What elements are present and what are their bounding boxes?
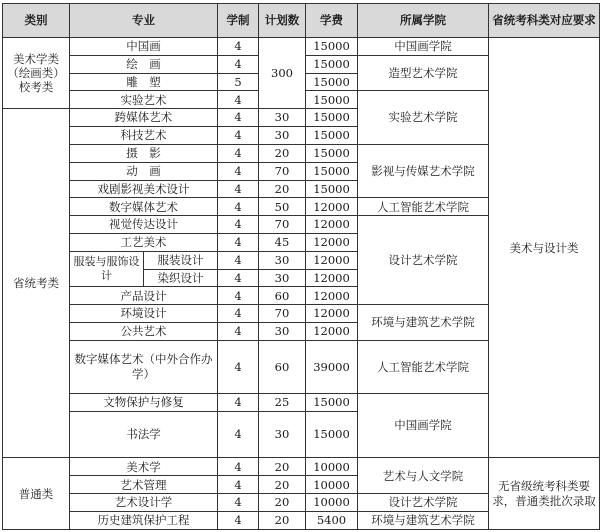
years-cell: 4 (218, 511, 259, 529)
header-years: 学制 (218, 4, 259, 38)
major-cell: 数字媒体艺术 (70, 198, 218, 216)
major-cell: 环境设计 (70, 305, 218, 323)
major-cell: 实验艺术 (70, 91, 218, 109)
header-fee: 学费 (306, 4, 358, 38)
years-cell: 4 (218, 494, 259, 512)
quota-cell: 45 (259, 233, 306, 251)
fee-cell: 15000 (306, 144, 358, 162)
fee-cell: 12000 (306, 251, 358, 269)
category-fine-art: 美术学类（绘画类）校考类 (3, 38, 70, 109)
college-cell: 人工智能艺术学院 (358, 198, 489, 216)
category-provincial: 省统考类 (3, 109, 70, 458)
table-row (3, 38, 600, 56)
enrollment-table (2, 3, 600, 530)
major-cell: 工艺美术 (70, 233, 218, 251)
years-cell: 4 (218, 476, 259, 494)
fee-cell: 5400 (306, 511, 358, 529)
college-cell: 设计艺术学院 (358, 216, 489, 305)
college-cell: 影视与传媒艺术学院 (358, 144, 489, 197)
quota-cell: 30 (259, 411, 306, 458)
fee-cell: 10000 (306, 494, 358, 512)
major-cell: 数字媒体艺术（中外合作办学） (70, 340, 218, 393)
fee-cell: 15000 (306, 180, 358, 198)
quota-cell: 70 (259, 216, 306, 234)
quota-cell: 20 (259, 180, 306, 198)
major-cell: 历史建筑保护工程 (70, 511, 218, 529)
quota-cell: 30 (259, 127, 306, 145)
major-cell: 公共艺术 (70, 323, 218, 341)
college-cell: 中国画学院 (358, 38, 489, 56)
major-group-cell: 服装与服饰设计 (70, 251, 144, 287)
college-cell: 环境与建筑艺术学院 (358, 511, 489, 529)
years-cell: 5 (218, 73, 259, 91)
quota-cell: 60 (259, 340, 306, 393)
header-exam-requirement: 省统考科类对应要求 (489, 4, 600, 38)
fee-cell: 12000 (306, 305, 358, 323)
quota-cell: 70 (259, 305, 306, 323)
fee-cell: 15000 (306, 393, 358, 411)
major-cell: 艺术设计学 (70, 494, 218, 512)
quota-cell: 30 (259, 269, 306, 287)
fee-cell: 15000 (306, 55, 358, 73)
exam-req-design: 美术与设计类 (489, 38, 600, 458)
fee-cell: 12000 (306, 269, 358, 287)
years-cell: 4 (218, 287, 259, 305)
years-cell: 4 (218, 162, 259, 180)
college-cell: 艺术与人文学院 (358, 458, 489, 494)
fee-cell: 15000 (306, 73, 358, 91)
years-cell: 4 (218, 127, 259, 145)
fee-cell: 39000 (306, 340, 358, 393)
years-cell: 4 (218, 340, 259, 393)
quota-cell: 20 (259, 494, 306, 512)
fee-cell: 15000 (306, 38, 358, 56)
major-cell: 跨媒体艺术 (70, 109, 218, 127)
quota-cell-shared: 300 (259, 38, 306, 109)
major-cell: 艺术管理 (70, 476, 218, 494)
college-cell: 人工智能艺术学院 (358, 340, 489, 393)
years-cell: 4 (218, 251, 259, 269)
quota-cell: 20 (259, 511, 306, 529)
header-category: 类别 (3, 4, 70, 38)
years-cell: 4 (218, 323, 259, 341)
header-major: 专业 (70, 4, 218, 38)
quota-cell: 30 (259, 109, 306, 127)
major-cell: 视觉传达设计 (70, 216, 218, 234)
fee-cell: 12000 (306, 198, 358, 216)
years-cell: 4 (218, 393, 259, 411)
major-cell: 动 画 (70, 162, 218, 180)
fee-cell: 15000 (306, 162, 358, 180)
major-cell: 摄 影 (70, 144, 218, 162)
fee-cell: 12000 (306, 233, 358, 251)
quota-cell: 30 (259, 251, 306, 269)
quota-cell: 25 (259, 393, 306, 411)
major-cell: 科技艺术 (70, 127, 218, 145)
fee-cell: 12000 (306, 323, 358, 341)
major-cell: 书法学 (70, 411, 218, 458)
years-cell: 4 (218, 305, 259, 323)
fee-cell: 10000 (306, 476, 358, 494)
college-cell: 环境与建筑艺术学院 (358, 305, 489, 341)
college-cell: 设计艺术学院 (358, 494, 489, 512)
major-cell: 文物保护与修复 (70, 393, 218, 411)
quota-cell: 20 (259, 476, 306, 494)
quota-cell: 50 (259, 198, 306, 216)
header-row (3, 4, 600, 38)
years-cell: 4 (218, 144, 259, 162)
fee-cell: 10000 (306, 458, 358, 476)
fee-cell: 15000 (306, 91, 358, 109)
years-cell: 4 (218, 458, 259, 476)
fee-cell: 15000 (306, 127, 358, 145)
years-cell: 4 (218, 38, 259, 56)
years-cell: 4 (218, 216, 259, 234)
quota-cell: 70 (259, 162, 306, 180)
exam-req-none: 无省级统考科类要求，普通类批次录取 (489, 458, 600, 530)
years-cell: 4 (218, 198, 259, 216)
major-cell: 中国画 (70, 38, 218, 56)
major-cell: 雕 塑 (70, 73, 218, 91)
years-cell: 4 (218, 180, 259, 198)
fee-cell: 12000 (306, 216, 358, 234)
college-cell: 中国画学院 (358, 393, 489, 458)
header-quota: 计划数 (259, 4, 306, 38)
college-cell: 造型艺术学院 (358, 55, 489, 91)
category-general: 普通类 (3, 458, 70, 530)
years-cell: 4 (218, 411, 259, 458)
quota-cell: 60 (259, 287, 306, 305)
fee-cell: 15000 (306, 109, 358, 127)
major-cell: 美术学 (70, 458, 218, 476)
years-cell: 4 (218, 91, 259, 109)
table-row (3, 458, 600, 476)
fee-cell: 12000 (306, 287, 358, 305)
quota-cell: 20 (259, 144, 306, 162)
college-cell: 实验艺术学院 (358, 91, 489, 144)
quota-cell: 20 (259, 458, 306, 476)
sub-major-cell: 染织设计 (144, 269, 218, 287)
quota-cell: 30 (259, 323, 306, 341)
major-cell: 产品设计 (70, 287, 218, 305)
major-cell: 戏剧影视美术设计 (70, 180, 218, 198)
years-cell: 4 (218, 55, 259, 73)
years-cell: 4 (218, 233, 259, 251)
years-cell: 4 (218, 109, 259, 127)
fee-cell: 15000 (306, 411, 358, 458)
sub-major-cell: 服装设计 (144, 251, 218, 269)
years-cell: 4 (218, 269, 259, 287)
major-cell: 绘 画 (70, 55, 218, 73)
header-college: 所属学院 (358, 4, 489, 38)
